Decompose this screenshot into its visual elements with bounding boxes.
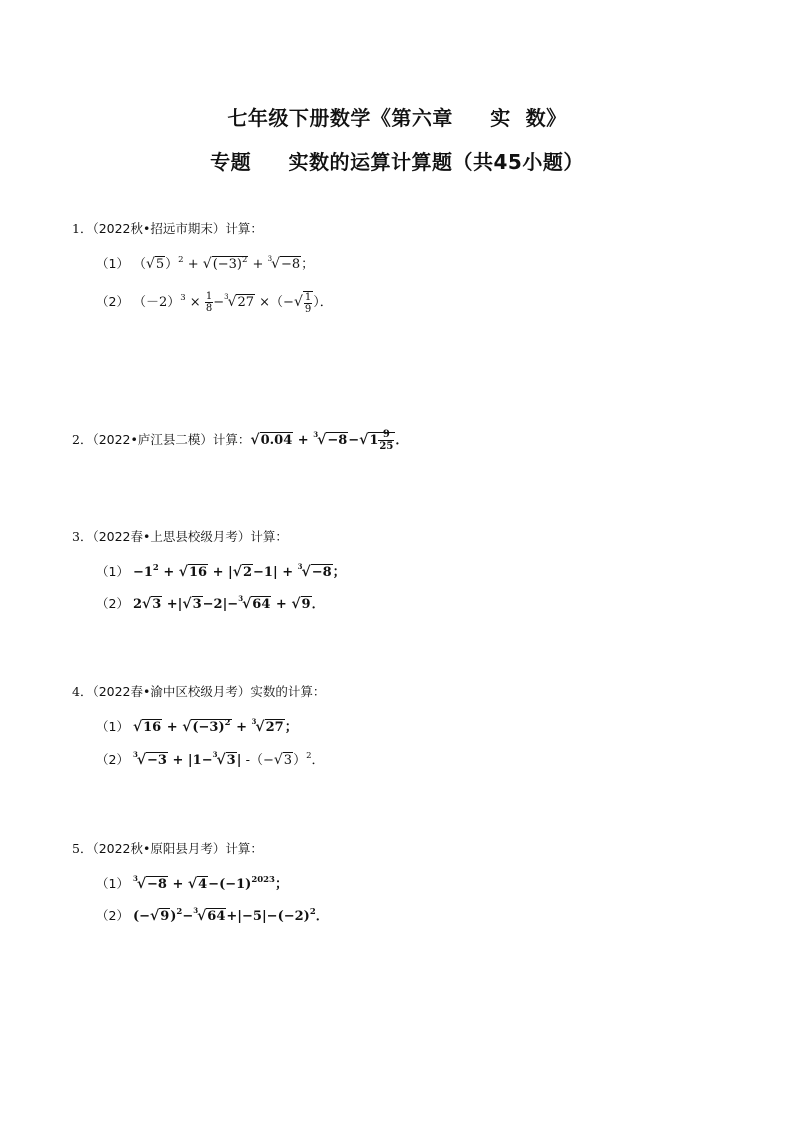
problem-number: 5．	[72, 841, 93, 856]
math-expression: $(-√9)^2-^3√64+|-5|-(-2)^2$．	[132, 906, 329, 924]
problem-prompt: 计算：	[250, 529, 288, 544]
problem-source: （2022春•渝中区校级月考）	[92, 684, 251, 699]
problem-source: （2022•庐江县二模）	[92, 432, 213, 447]
document-title: 七年级下册数学《第六章 实 数》	[227, 106, 567, 130]
problem-source: （2022秋•招远市期末）	[92, 221, 226, 236]
math-expression: $(-2)^3$ × $\frac{1}{8}$ −$^3$√27 ×（−√ $\frac{1}{9}$ ）．	[132, 291, 333, 315]
problem-3-part-1	[96, 558, 346, 582]
problem-prompt: 实数的计算：	[250, 684, 326, 699]
math-expression: √0.04 + $^3$√−8−√1 $\frac{9}{25}$ ．	[250, 429, 409, 452]
problem-number: 3．	[72, 529, 93, 544]
math-expression: $^3√-8 + √4-(-1)^{2023}$；	[132, 874, 288, 892]
problem-1-header	[72, 220, 263, 238]
part-label: （1）	[96, 876, 129, 891]
math-expression: $-1^2 + √16 + |√2-1| + ^3√-8$；	[132, 562, 346, 580]
part-label: （2）	[96, 596, 129, 611]
problem-number: 2．	[72, 432, 93, 447]
math-expression: 2√3 +|√3−2|−$^3$√64 + √9．	[132, 594, 325, 612]
part-label: （2）	[96, 752, 129, 767]
problem-5-part-1	[96, 870, 288, 894]
problem-prompt: 计算：	[225, 841, 263, 856]
problem-4-part-1	[96, 713, 298, 737]
problem-5-part-2	[96, 902, 329, 926]
problem-5-header	[72, 840, 263, 858]
part-label: （1）	[96, 256, 129, 271]
problem-1-part-2	[96, 288, 333, 315]
math-expression: $√16 + √(-3)^2 + ^3√27$；	[132, 717, 298, 735]
part-label: （1）	[96, 564, 129, 579]
problem-4-part-2	[96, 746, 325, 770]
problem-number: 1．	[72, 221, 93, 236]
part-label: （1）	[96, 719, 129, 734]
document-subtitle: 专题 实数的运算计算题（共45小题）	[210, 150, 584, 174]
problem-4-header	[72, 683, 325, 701]
part-label: （2）	[96, 908, 129, 923]
problem-prompt: 计算：	[212, 432, 251, 447]
problem-prompt: 计算：	[225, 221, 263, 236]
part-label: （2）	[96, 294, 129, 309]
problem-1-part-1	[96, 250, 314, 274]
math-expression: $(√5)^2 + √(-3)^2 + ^3√-8$；	[132, 255, 315, 272]
math-expression: $^3$√−3 + |1−$^3$√3| $-(-√3)^2$．	[132, 750, 325, 768]
problem-3-part-2	[96, 590, 325, 614]
problem-3-header	[72, 528, 288, 546]
problem-2	[72, 426, 408, 452]
problem-number: 4．	[72, 684, 93, 699]
problem-source: （2022春•上思县校级月考）	[92, 529, 251, 544]
problem-source: （2022秋•原阳县月考）	[92, 841, 226, 856]
